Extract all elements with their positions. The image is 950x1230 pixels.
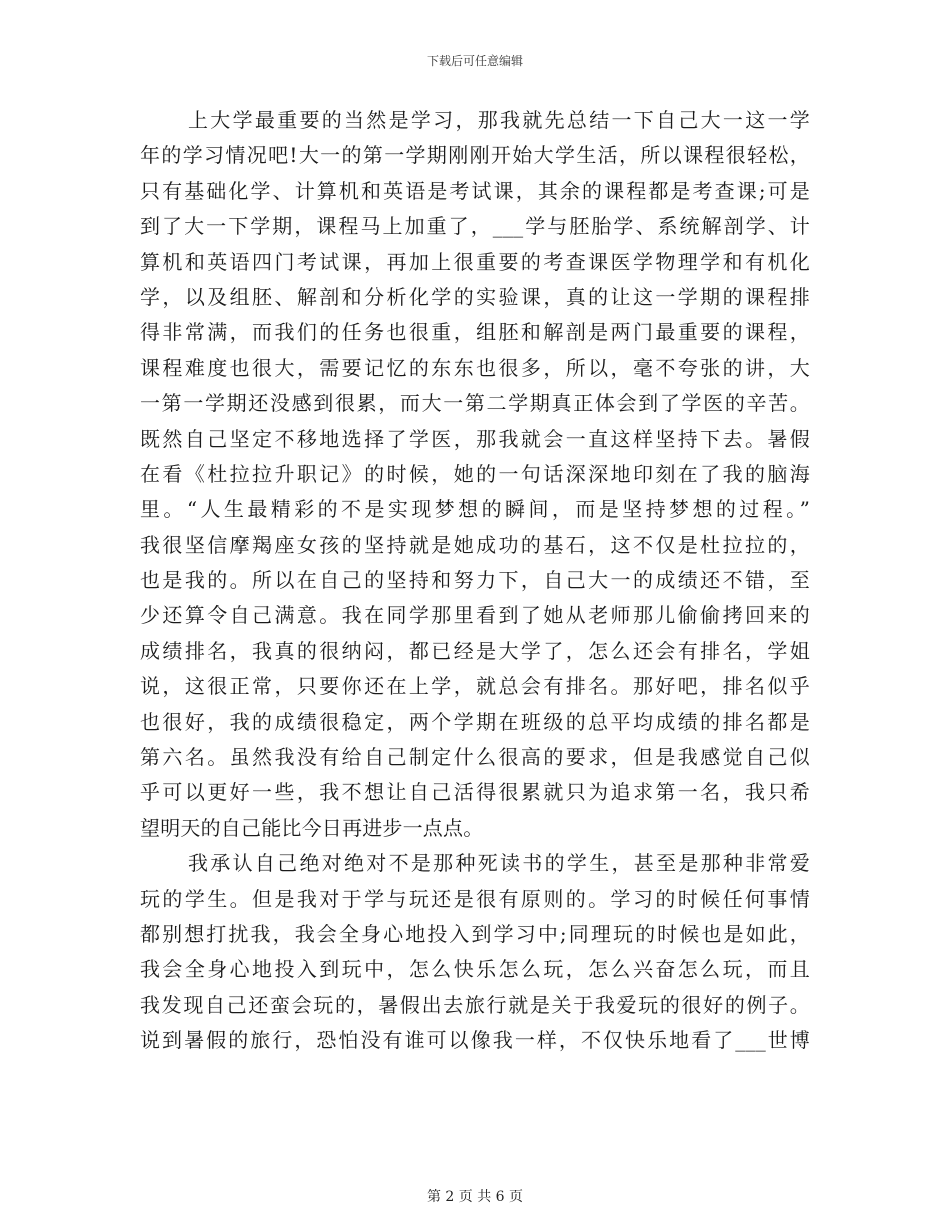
text-line: 在看《杜拉拉升职记》的时候，她的一句话深深地印刻在了我的脑海 bbox=[140, 461, 810, 486]
text-line: 我很坚信摩羯座女孩的坚持就是她成功的基石，这不仅是杜拉拉的， bbox=[140, 532, 810, 557]
text-line: 说到暑假的旅行，恐怕没有谁可以像我一样，不仅快乐地看了___世博 bbox=[140, 1028, 810, 1053]
text-line: 学，以及组胚、解剖和分析化学的实验课，真的让这一学期的课程排 bbox=[140, 284, 810, 309]
text-line: 上大学最重要的当然是学习，那我就先总结一下自己大一这一学 bbox=[188, 108, 810, 132]
document-body bbox=[140, 103, 810, 1059]
text-line: 我发现自己还蛮会玩的，暑假出去旅行就是关于我爱玩的很好的例子。 bbox=[140, 992, 810, 1017]
text-line: 乎可以更好一些，我不想让自己活得很累就只为追求第一名，我只希 bbox=[140, 780, 810, 805]
text-line: 一第一学期还没感到很累，而大一第二学期真正体会到了学医的辛苦。 bbox=[140, 391, 810, 416]
text-line: 我会全身心地投入到玩中，怎么快乐怎么玩，怎么兴奋怎么玩，而且 bbox=[140, 957, 810, 982]
text-line: 望明天的自己能比今日再进步一点点。 bbox=[140, 815, 484, 840]
text-line: 成绩排名，我真的很纳闷，都已经是大学了，怎么还会有排名，学姐 bbox=[140, 638, 810, 663]
text-line: 得非常满，而我们的任务也很重，组胚和解剖是两门最重要的课程， bbox=[140, 320, 810, 345]
text-line: 也是我的。所以在自己的坚持和努力下，自己大一的成绩还不错，至 bbox=[140, 568, 810, 593]
text-line: 算机和英语四门考试课，再加上很重要的考查课医学物理学和有机化 bbox=[140, 249, 810, 274]
text-line: 都别想打扰我，我会全身心地投入到学习中;同理玩的时候也是如此， bbox=[140, 921, 810, 946]
text-line: 年的学习情况吧!大一的第一学期刚刚开始大学生活，所以课程很轻松， bbox=[140, 143, 810, 168]
text-line: 课程难度也很大，需要记忆的东东也很多，所以，毫不夸张的讲，大 bbox=[140, 355, 810, 380]
text-line: 说，这很正常，只要你还在上学，就总会有排名。那好吧，排名似乎 bbox=[140, 674, 810, 699]
text-line: 我承认自己绝对绝对不是那种死读书的学生，甚至是那种非常爱 bbox=[188, 851, 810, 876]
paragraph-2 bbox=[140, 846, 810, 1058]
paragraph-1 bbox=[140, 103, 810, 846]
text-line: 到了大一下学期，课程马上加重了，___学与胚胎学、系统解剖学、计 bbox=[140, 214, 810, 239]
text-line: 只有基础化学、计算机和英语是考试课，其余的课程都是考查课;可是 bbox=[140, 178, 810, 203]
text-line: 既然自己坚定不移地选择了学医，那我就会一直这样坚持下去。暑假 bbox=[140, 426, 810, 451]
text-line: 少还算令自己满意。我在同学那里看到了她从老师那儿偷偷拷回来的 bbox=[140, 603, 810, 628]
text-line: 第六名。虽然我没有给自己制定什么很高的要求，但是我感觉自己似 bbox=[140, 745, 810, 770]
text-line: 里。“人生最精彩的不是实现梦想的瞬间，而是坚持梦想的过程。” bbox=[140, 497, 810, 522]
text-line: 也很好，我的成绩很稳定，两个学期在班级的总平均成绩的排名都是 bbox=[140, 709, 810, 734]
page-header: 下载后可任意编辑 bbox=[426, 54, 523, 68]
text-line: 玩的学生。但是我对于学与玩还是很有原则的。学习的时候任何事情 bbox=[140, 886, 810, 911]
page-footer: 第 2 页 共 6 页 bbox=[426, 1189, 524, 1205]
